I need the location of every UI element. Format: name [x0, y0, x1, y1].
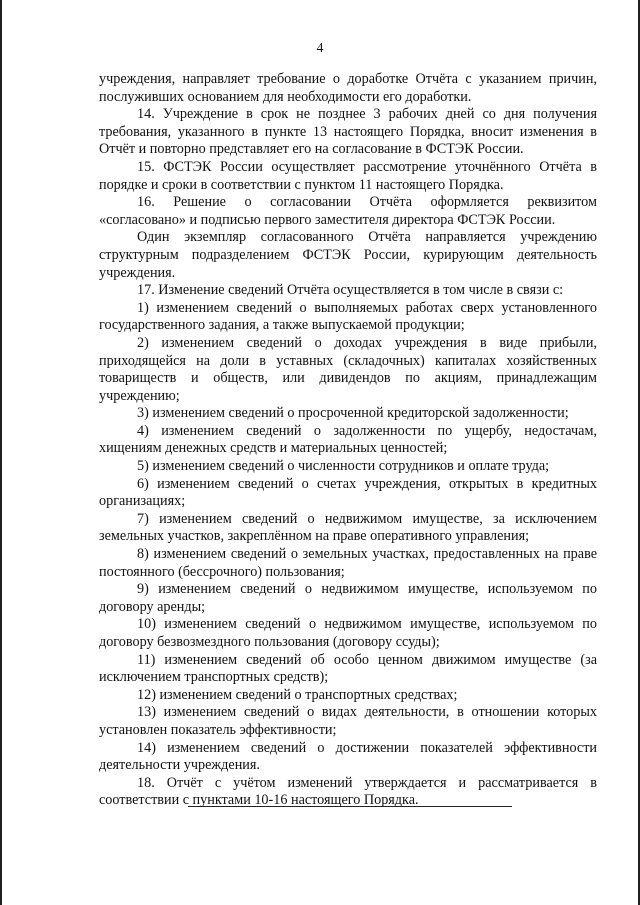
- paragraph-item-15: 15. ФСТЭК России осуществляет рассмотрение уточнённого Отчёта в порядке и сроки в соответствии с пунктом 11 настоящего Порядка.: [99, 158, 597, 193]
- list-item-17-1: 1) изменением сведений о выполняемых работах сверх установленного государственного задания, а также выпускаемой продукции;: [99, 299, 597, 334]
- list-item-17-6: 6) изменением сведений о счетах учреждения, открытых в кредитных организациях;: [99, 475, 597, 510]
- list-item-17-12: 12) изменением сведений о транспортных средствах;: [137, 686, 458, 703]
- list-item-17-9: 9) изменением сведений о недвижимом имуществе, используемом по договору аренды;: [99, 581, 597, 615]
- list-item-17-7: 7) изменением сведений о недвижимом имуществе, за исключением земельных участков, закреплённом на праве оперативного управления;: [99, 510, 597, 545]
- paragraph-item-18: 18. Отчёт с учётом изменений утверждается и рассматривается в соответствии с пунктами 10-16 настоящего Порядка.: [99, 774, 597, 809]
- list-item-17-3: 3) изменением сведений о просроченной кредиторской задолженности;: [137, 405, 569, 422]
- paragraph-item-14: 14. Учреждение в срок не позднее 3 рабочих дней со дня получения требования, указанного в пункте 13 настоящего Порядка, вносит изменения в Отчёт и повторно представляет его на согласование в ФСТЭК России.: [99, 106, 597, 158]
- paragraph-item-16-copy: Один экземпляр согласованного Отчёта направляется учреждению структурным подразделением ФСТЭК России, курирующим деятельность учреждения.: [99, 229, 597, 281]
- document-body: [99, 71, 597, 810]
- list-item-17-14: 14) изменением сведений о достижении показателей эффективности деятельности учреждения.: [99, 739, 597, 774]
- list-item-17-11: 11) изменением сведений об особо ценном движимом имуществе (за исключением транспортных средств);: [99, 651, 597, 686]
- list-item-17-10: 10) изменением сведений о недвижимом имуществе, используемом по договору безвозмездного пользования (договору ссуды);: [99, 616, 597, 650]
- list-item-17-5: 5) изменением сведений о численности сотрудников и оплате труда;: [137, 458, 550, 475]
- paragraph-continuation: учреждения, направляет требование о доработке Отчёта с указанием причин, послуживших основанием для необходимости его доработки.: [99, 71, 597, 105]
- list-item-17-4: 4) изменением сведений о задолженности по ущербу, недостачам, хищениям денежных средств и материальных ценностей;: [99, 422, 597, 457]
- paragraph-item-16: 16. Решение о согласовании Отчёта оформляется реквизитом «согласовано» и подписью первого заместителя директора ФСТЭК России.: [99, 194, 597, 228]
- page-number: 4: [316, 40, 324, 55]
- paragraph-item-17: 17. Изменение сведений Отчёта осуществляется в том числе в связи с:: [137, 282, 564, 299]
- end-divider-line: [188, 806, 512, 807]
- list-item-17-8: 8) изменением сведений о земельных участках, предоставленных на праве постоянного (бессрочного) пользования;: [99, 546, 597, 580]
- list-item-17-2: 2) изменением сведений о доходах учреждения в виде прибыли, приходящейся на доли в уставных (складочных) капиталах хозяйственных товариществ и обществ, или дивидендов по акциям, принадлежащим учреждению;: [99, 334, 597, 404]
- list-item-17-13: 13) изменением сведений о видах деятельности, в отношении которых установлен показатель эффективности;: [99, 704, 597, 738]
